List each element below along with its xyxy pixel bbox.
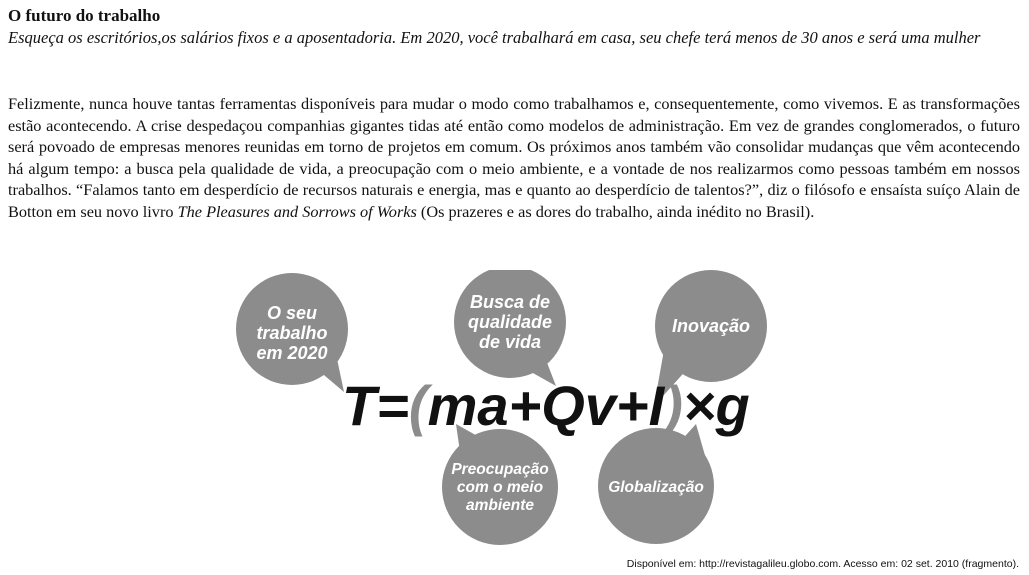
work-formula (342, 374, 750, 437)
bubble-globalizacao-line-1: Globalização (608, 479, 704, 496)
svg-text:Globalização (608, 479, 704, 496)
svg-text:de vida (479, 332, 541, 352)
bubble-qualidade-line-1: Busca de (469, 292, 551, 312)
body-text-part-1: Felizmente, nunca houve tantas ferramentas disponíveis para mudar o modo como trabalhamos e, consequentemente, como vivemos. E as transformações estão acontecendo. A crise despedaçou companhias gigantes tidas até então como modelos de administração. Em vez de grandes conglomerados, o futuro será povoado de empresas menores reunidas em torno de projetos em comum. Os próximos anos também vão consolidar mudanças que vêm acontecendo há algum tempo: a busca pela qualidade de vida, a preocupação com o meio ambiente, e a vontade de nos realizarmos como pessoas também em nossos trabalhos. “Falamos tanto em desperdício de recursos naturais e energia, mas e quanto ao desperdício de talentos?”, diz o filósofo e ensaísta suíço Alain de Botton em seu novo livro (8, 94, 1020, 221)
svg-text:qualidade (468, 312, 552, 332)
bubble-meio-ambiente-line-3: ambiente (465, 497, 535, 514)
formula-close-paren: ) (664, 374, 683, 437)
book-title: The Pleasures and Sorrows of Works (177, 201, 417, 221)
formula-T: T (342, 374, 377, 437)
article-title: O futuro do trabalho (8, 6, 161, 25)
bubble-meio-ambiente (442, 424, 558, 545)
formula-tail: ×g (682, 374, 750, 437)
svg-text:trabalho (256, 323, 327, 343)
bubble-inovacao-line-1: Inovação (671, 316, 751, 336)
svg-text:com o meio (457, 479, 543, 496)
work-formula-graphic (0, 270, 1029, 555)
bubble-seu-trabalho (236, 273, 348, 392)
bubble-seu-trabalho-line-2: trabalho (256, 323, 328, 343)
svg-text:em 2020 (256, 343, 327, 363)
bubble-qualidade-de-vida (454, 270, 566, 386)
bubble-qualidade-line-3: de vida (478, 332, 542, 352)
source-citation: Disponível em: http://revistagalileu.globo.com. Acesso em: 02 set. 2010 (fragmento). (626, 558, 1019, 570)
svg-text:Inovação (672, 316, 750, 336)
svg-text:Busca de (470, 292, 550, 312)
bubble-meio-ambiente-line-2: com o meio (456, 479, 544, 496)
bubble-qualidade-line-2: qualidade (467, 312, 553, 332)
body-text-part-2: (Os prazeres e as dores do trabalho, ainda inédito no Brasil). (416, 201, 815, 221)
formula-equals: = (376, 374, 409, 437)
svg-text:Preocupação (451, 461, 548, 478)
bubble-globalizacao (598, 424, 714, 544)
bubble-seu-trabalho-line-1: O seu (266, 303, 318, 323)
bubble-meio-ambiente-line-1: Preocupação (451, 461, 549, 478)
article-subtitle: Esqueça os escritórios,os salários fixos e a aposentadoria. Em 2020, você trabalhará em casa, seu chefe terá menos de 30 anos e será uma mulher (8, 28, 981, 47)
formula-open-paren: ( (408, 374, 428, 437)
bubble-seu-trabalho-line-3: em 2020 (256, 343, 328, 363)
article-body (8, 93, 1020, 223)
formula-inner: ma+Qv+I (427, 374, 665, 437)
svg-text:O seu (267, 303, 317, 323)
svg-text:ambiente (466, 497, 534, 514)
